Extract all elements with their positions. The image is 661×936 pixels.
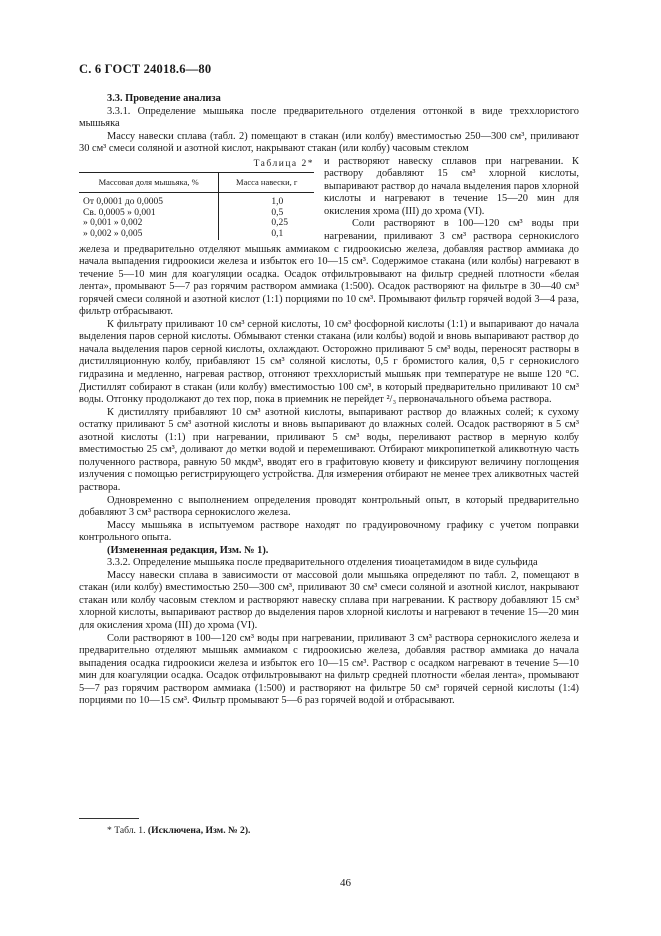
footnote xyxy=(107,825,250,836)
table-row xyxy=(79,192,314,207)
table-cell-mass: 0,5 xyxy=(271,207,284,218)
paragraph-3-3-1-e: К дистилляту прибавляют 10 см³ азотной кислоты, выпаривают раствор до влажных солей; к сухому остатку приливают 5 см³ азотной кислоты и вновь выпаривают до влажных солей. Осадок растворяют в 5 см³ азотной кислоты (1:1) при нагревании, приливают 5 см³ воды, переливают раствор в мерную колбу вместимостью 25 см³, доливают до метки водой и перемешивают. Отбирают микропипеткой аликвотную часть полученного раствора, равную 50 мкдм³, вводят его в графитовую кювету и фиксируют величину поглощения излучения с помощью регистрирующего устройства. Для измерения отбирают не менее трех аликвотных частей раствора. xyxy=(79,406,579,493)
table-cell-range: » 0,001 » 0,002 xyxy=(79,218,219,229)
document-body xyxy=(79,93,579,708)
paragraph-3-3-2-b: Соли растворяют в 100—120 см³ воды при нагревании, приливают 3 см³ раствора сернокислого железа и предварительно отделяют мышьяк аммиаком с гидроокисью железа, добавляя раствор аммиака до начала выпадения осадка гидроокиси железа и избыток его 10—15 см³. Раствор с осадком нагревают в течение 5—10 мин для коагуляции осадка. Осадок отфильтровывают на фильтр средней плотности «белая лента», промывают 5—7 раз горячим раствором аммиака (1:500) и растворяют на фильтре 50 см³ горячей серной кислоты (1:4) порциями по 10—15 см³. Фильтр промывают 5—6 раз горячей водой и отбрасывают. xyxy=(79,632,579,707)
table-2 xyxy=(79,158,314,240)
paragraph-3-3-1-g: Массу мышьяка в испытуемом растворе находят по градуировочному графику с учетом поправки контрольного опыта. xyxy=(79,519,579,544)
paragraph-3-3-1-d: К фильтрату приливают 10 см³ серной кислоты, 10 см³ фосфорной кислоты (1:1) и выпаривают до начала выделения паров серной кислоты. Обмывают стенки стакана (или колбы) водой и вновь выпаривают раствор до начала выделения паров серной кислоты, охлаждают. Осторожно приливают 5 см³ воды, переносят растворы в дистилляционную колбу, прибавляют 15 см³ соляной кислоты, 0,5 г бромистого калия, 0,5 г сернокислого гидразина и медленно, нагревая раствор, отгоняют треххлористый мышьяк при температуре не выше 120 °С. Дистиллят собирают в стакан (или колбу) вместимостью 100 см³, в который предварительно приливают 10 см³ воды. Отгонку продолжают до тех пор, пока в приемник не перейдет ²/₃ первоначального объема раствора. xyxy=(79,318,579,406)
table-cell-range: Св. 0,0005 » 0,001 xyxy=(79,208,219,219)
table-row xyxy=(79,218,314,229)
page-header: С. 6 ГОСТ 24018.6—80 xyxy=(79,62,212,76)
footnote-divider xyxy=(79,818,139,819)
page-number: 46 xyxy=(340,877,351,889)
table-row xyxy=(79,229,314,240)
table-col-header: Массовая доля мышьяка, % xyxy=(79,173,219,193)
footnote-bold: (Исключена, Изм. № 2). xyxy=(147,825,251,836)
paragraph-3-3-1-title: 3.3.1. Определение мышьяка после предварительного отделения оттонкой в виде треххлористого мышьяка xyxy=(79,105,579,130)
table-cell-mass: 1,0 xyxy=(271,196,284,207)
paragraph-3-3-2-title: 3.3.2. Определение мышьяка после предварительного отделения тиоацетамидом в виде сульфида xyxy=(107,557,538,569)
table-cell-range: От 0,0001 до 0,0005 xyxy=(79,192,219,207)
table-col-header: Масса навески, г xyxy=(219,173,314,193)
paragraph-3-3-1-b: и растворяют навеску сплавов при нагревании. К раствору добавляют 15 см³ хлорной кислоты, выпаривают раствор до начала выделения паров хлорной кислоты и нагревают в течение 15—20 мин для окисления хрома (III) до хрома (VI). xyxy=(324,155,579,217)
change-note: (Измененная редакция, Изм. № 1). xyxy=(107,544,269,556)
table-cell-mass: 0,25 xyxy=(271,218,288,229)
paragraph-3-3-1-a: Массу навески сплава (табл. 2) помещают в стакан (или колбу) вместимостью 250—300 см³, приливают 30 см³ смеси соляной и азотной кислот, накрывают стакан (или колбу) часовым стеклом xyxy=(79,130,579,155)
table-cell-range: » 0,002 » 0,005 xyxy=(79,229,219,240)
paragraph-3-3-1-c: Соли растворяют в 100—120 см³ воды при нагревании, приливают 3 см³ раствора сернокислого железа и предварительно отделяют мышьяк аммиаком с гидроокисью железа, добавляя раствор аммиака до начала выпадения гидроокиси железа и избыток его 10—15 см³. Содержимое стакана (или колбы) нагревают в течение 5—10 мин для коагуляции осадка. Осадок отфильтровывают на фильтр средней плотности «белая лента», промывают 5—7 раз горячим раствором аммиака (1:500). Осадок растворяют на фильтре в 30—40 см³ горячей смеси соляной и азотной кислот (1:1) порциями по 10 см³. Промывают фильтр горячей водой 3—4 раза, фильтр отбрасывают. xyxy=(79,218,579,318)
footnote-prefix: * Табл. 1. xyxy=(107,825,146,836)
table-2-grid xyxy=(79,172,314,240)
paragraph-3-3-1-f: Одновременно с выполнением определения проводят контрольный опыт, в который предварительно добавляют 3 см³ раствора сернокислого железа. xyxy=(79,494,579,519)
table-caption: Таблица 2* xyxy=(253,158,314,169)
paragraph-3-3-2-a: Массу навески сплава в зависимости от массовой доли мышьяка определяют по табл. 2, помещают в стакан (или колбу) вместимостью 250—300 см³, приливают 30 см³ смеси соляной и азотной кислот, накрывают стакан или колбу часовым стеклом и растворяют навеску сплава при нагревании. К раствору добавляют 15 см³ хлорной кислоты, выпаривают раствор до выделения паров хлорной кислоты и нагревают в течение 15—20 мин для окисления хрома (III) до хрома (VI). xyxy=(79,569,579,631)
section-title: 3.3. Проведение анализа xyxy=(107,93,221,104)
table-cell-mass: 0,1 xyxy=(271,229,284,240)
table-row xyxy=(79,208,314,219)
